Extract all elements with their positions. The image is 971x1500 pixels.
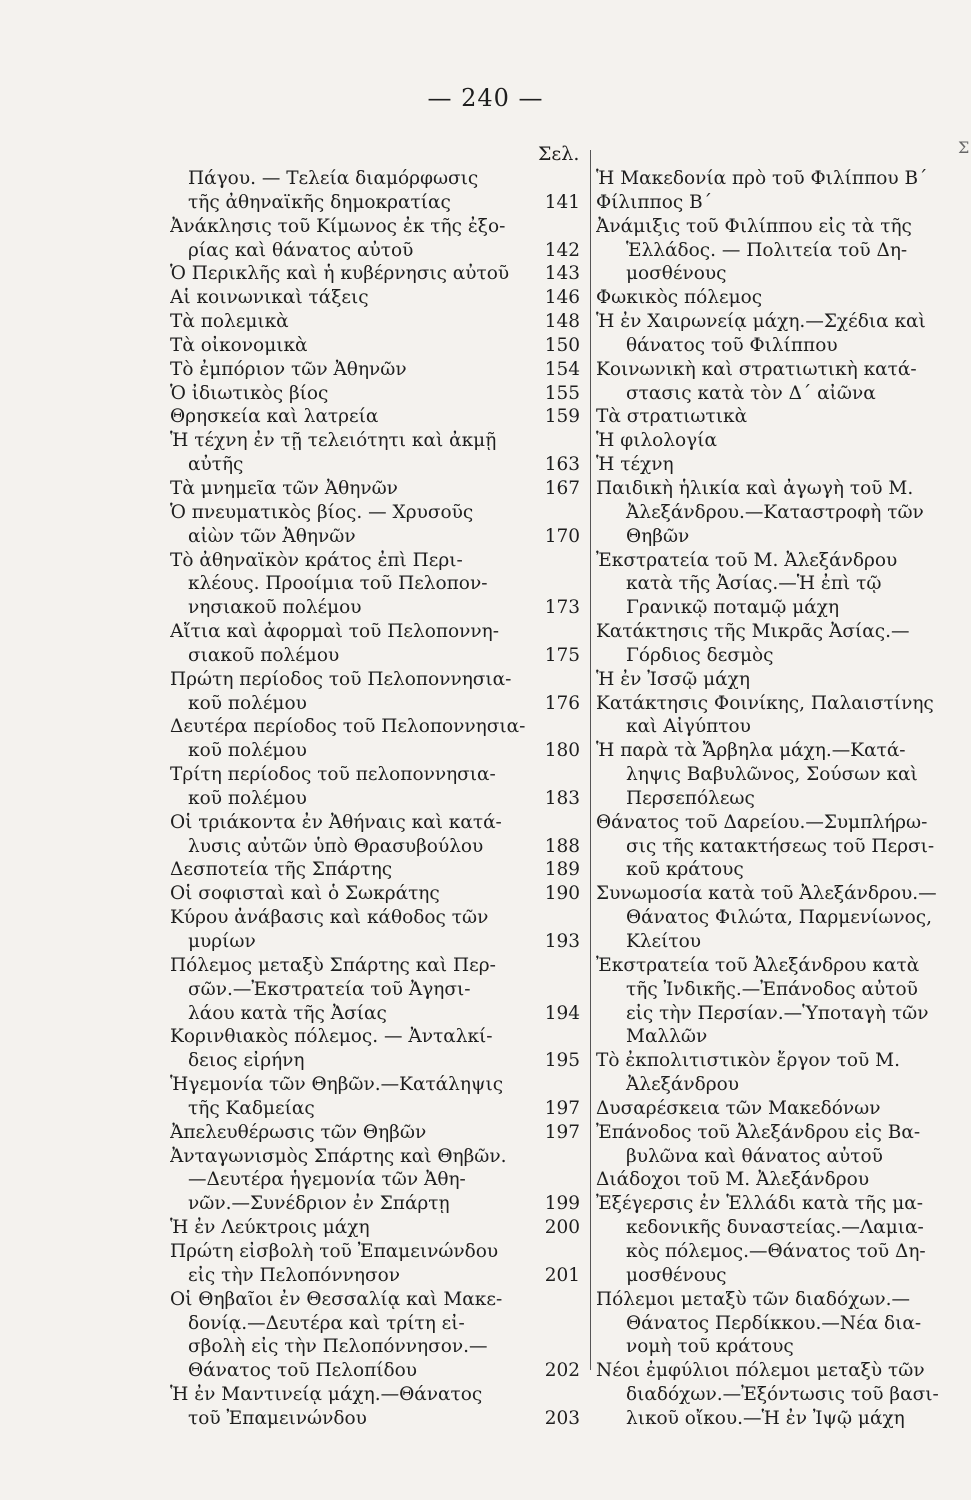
toc-entry-left xyxy=(170,215,580,239)
toc-entry-right: Γόρδιος δεσμὸς xyxy=(626,644,774,666)
toc-entry-left xyxy=(170,310,580,334)
toc-entry-text: Κύρου ἀνάβασις καὶ κάθοδος τῶν xyxy=(170,907,489,929)
toc-entry-text: Ἡ ἐν Λεύκτροις μάχη xyxy=(170,1217,370,1239)
toc-entry-right: κατὰ τῆς Ἀσίας.—Ἡ ἐπὶ τῷ xyxy=(626,573,882,595)
toc-entry-left xyxy=(170,906,580,930)
toc-entry-text: Δευτέρα περίοδος τοῦ Πελοποννησια- xyxy=(170,716,526,738)
toc-entry-left xyxy=(170,239,580,263)
toc-page-number: 203 xyxy=(544,1407,580,1429)
toc-entry-left xyxy=(170,739,580,763)
toc-entry-left xyxy=(170,1097,580,1121)
toc-entry-text: Τρίτη περίοδος τοῦ πελοποννησια- xyxy=(170,764,496,786)
toc-page-number: 188 xyxy=(544,835,580,857)
toc-entry-left xyxy=(170,835,580,859)
toc-page-number: 201 xyxy=(544,1264,580,1286)
toc-entry-text: Ὁ πνευματικὸς βίος. — Χρυσοῦς xyxy=(170,501,474,523)
toc-entry-right: Θάνατος τοῦ Δαρείου.—Συμπλήρω- xyxy=(596,811,928,833)
toc-page-number: 170 xyxy=(544,525,580,547)
toc-entry-left xyxy=(170,572,580,596)
toc-page-number: 195 xyxy=(544,1050,580,1072)
toc-entry-right: στασις κατὰ τὸν Δ´ αἰῶνα xyxy=(626,382,876,404)
toc-entry-left xyxy=(170,882,580,906)
toc-entry-left xyxy=(170,668,580,692)
toc-entry-text: νῶν.—Συνέδριον ἐν Σπάρτῃ xyxy=(188,1193,450,1215)
toc-entry-right: Ἡ παρὰ τὰ Ἄρβηλα μάχη.—Κατά- xyxy=(596,740,906,762)
toc-page-number: 163 xyxy=(544,454,580,476)
toc-entry-text: Αἴτια καὶ ἀφορμαὶ τοῦ Πελοποννη- xyxy=(170,621,499,643)
toc-entry-text: μυρίων xyxy=(188,931,256,952)
column-divider xyxy=(590,150,591,1370)
toc-entry-left xyxy=(170,1192,580,1216)
toc-entry-left xyxy=(170,405,580,429)
toc-entry-left xyxy=(170,358,580,382)
toc-entry-right: τῆς Ἰνδικῆς.—Ἐπάνοδος αὐτοῦ xyxy=(626,978,918,1000)
toc-entry-text: Ἀπελευθέρωσις τῶν Θηβῶν xyxy=(170,1121,427,1143)
toc-entry-left xyxy=(170,1359,580,1383)
toc-entry-right: Δυσαρέσκεια τῶν Μακεδόνων xyxy=(596,1097,881,1119)
toc-page-number: 143 xyxy=(544,263,580,285)
toc-entry-left xyxy=(170,644,580,668)
toc-entry-left xyxy=(170,1312,580,1336)
toc-entry-left xyxy=(170,167,580,191)
toc-entry-right: καὶ Αἰγύπτου xyxy=(626,716,751,738)
toc-page-number: 190 xyxy=(544,883,580,905)
toc-page-number: 183 xyxy=(544,787,580,809)
toc-page-number: 173 xyxy=(544,597,580,619)
toc-entry-right: Ἐξέγερσις ἐν Ἑλλάδι κατὰ τῆς μα- xyxy=(596,1193,924,1215)
toc-entry-left xyxy=(170,930,580,954)
toc-entry-left xyxy=(170,811,580,835)
toc-entry-right: Κλείτου xyxy=(626,931,702,952)
toc-entry-left xyxy=(170,382,580,406)
toc-page-number: 167 xyxy=(544,477,580,499)
toc-entry-text: δειος εἰρήνη xyxy=(188,1050,305,1072)
toc-entry-right: Θηβῶν xyxy=(626,525,690,547)
toc-entry-right: Ἡ ἐν Χαιρωνείᾳ μάχη.—Σχέδια καὶ xyxy=(596,311,926,333)
toc-entry-text: Δεσποτεία τῆς Σπάρτης xyxy=(170,859,393,881)
toc-entry-text: Θρησκεία καὶ λατρεία xyxy=(170,406,379,428)
toc-entry-right: νομὴ τοῦ κράτους xyxy=(626,1336,794,1358)
toc-entry-text: εἰς τὴν Πελοπόννησον xyxy=(188,1264,400,1286)
toc-entry-left xyxy=(170,620,580,644)
toc-entry-text: Ἀνάκλησις τοῦ Κίμωνος ἐκ τῆς ἐξο- xyxy=(170,215,506,237)
toc-entry-text: Ἡ ἐν Μαντινείᾳ μάχη.—Θάνατος xyxy=(170,1384,483,1406)
toc-entry-right: Κατάκτησις τῆς Μικρᾶς Ἀσίας.— xyxy=(596,621,910,643)
toc-entry-right: κοῦ κράτους xyxy=(626,859,744,881)
toc-entry-right: Θάνατος Περδίκκου.—Νέα δια- xyxy=(626,1312,922,1334)
toc-entry-right: εἰς τὴν Περσίαν.—Ὑποταγὴ τῶν xyxy=(626,1002,929,1024)
toc-entry-text: αὐτῆς xyxy=(188,454,244,476)
toc-page-number: 155 xyxy=(544,382,580,404)
toc-entry-text: τοῦ Ἐπαμεινώνδου xyxy=(188,1407,367,1429)
toc-entry-right: μοσθένους xyxy=(626,263,727,285)
toc-entry-text: κοῦ πολέμου xyxy=(188,692,307,714)
toc-entry-left xyxy=(170,1264,580,1288)
toc-entry-text: Τὸ ἐμπόριον τῶν Ἀθηνῶν xyxy=(170,358,407,380)
toc-page-number: 202 xyxy=(544,1360,580,1382)
toc-entry-text: —Δευτέρα ἡγεμονία τῶν Ἀθη- xyxy=(188,1169,466,1191)
toc-entry-right: Τὰ στρατιωτικὰ xyxy=(596,406,748,428)
toc-entry-right: κὸς πόλεμος.—Θάνατος τοῦ Δη- xyxy=(626,1240,926,1262)
toc-entry-text: αἰὼν τῶν Ἀθηνῶν xyxy=(188,525,356,547)
toc-entry-right: Φίλιππος Β´ xyxy=(596,191,712,213)
toc-entry-right: Μαλλῶν xyxy=(626,1026,708,1048)
toc-entry-left xyxy=(170,1002,580,1026)
toc-entry-right: Ἀλεξάνδρου.—Καταστροφὴ τῶν xyxy=(626,501,924,523)
toc-entry-text: Τὰ μνημεῖα τῶν Ἀθηνῶν xyxy=(170,477,398,499)
toc-page-number: 159 xyxy=(544,406,580,428)
toc-entry-left xyxy=(170,477,580,501)
toc-entry-right: ληψις Βαβυλῶνος, Σούσων καὶ xyxy=(626,764,918,786)
toc-entry-left xyxy=(170,1335,580,1359)
toc-entry-text: Τὰ πολεμικὰ xyxy=(170,311,289,333)
toc-entry-left xyxy=(170,286,580,310)
toc-page-number: 194 xyxy=(544,1002,580,1024)
toc-entry-right: Φωκικὸς πόλεμος xyxy=(596,287,763,309)
toc-entry-right: Ἡ Μακεδονία πρὸ τοῦ Φιλίππου Β´ xyxy=(596,168,928,189)
page-column-label: Σελ. xyxy=(538,143,580,165)
toc-entry-right: Ἀλεξάνδρου xyxy=(626,1074,739,1096)
toc-entry-text: Ἡγεμονία τῶν Θηβῶν.—Κατάληψις xyxy=(170,1074,504,1096)
toc-entry-text: Ἡ τέχνη ἐν τῇ τελειότητι καὶ ἀκμῇ xyxy=(170,430,497,452)
toc-entry-left xyxy=(170,1073,580,1097)
toc-entry-text: τῆς ἀθηναϊκῆς δημοκρατίας xyxy=(188,191,451,213)
toc-entry-text: κοῦ πολέμου xyxy=(188,740,307,762)
toc-entry-right: Ἐκστρατεία τοῦ Ἀλεξάνδρου κατὰ xyxy=(596,954,920,976)
toc-entry-left xyxy=(170,429,580,453)
toc-entry-left xyxy=(170,1216,580,1240)
toc-entry-text: Πάγου. — Τελεία διαμόρφωσις xyxy=(188,168,479,189)
toc-entry-text: σῶν.—Ἐκστρατεία τοῦ Ἀγησι- xyxy=(188,978,471,1000)
toc-page-number: 141 xyxy=(544,191,580,213)
toc-entry-left xyxy=(170,692,580,716)
toc-entry-text: Οἱ τριάκοντα ἐν Ἀθήναις καὶ κατά- xyxy=(170,811,502,833)
toc-entry-left xyxy=(170,262,580,286)
toc-entry-text: τῆς Καδμείας xyxy=(188,1097,315,1119)
toc-page-number: 142 xyxy=(544,239,580,261)
toc-entry-right: Νέοι ἐμφύλιοι πόλεμοι μεταξὺ τῶν xyxy=(596,1360,925,1382)
toc-entry-text: λάου κατὰ τῆς Ἀσίας xyxy=(188,1002,387,1024)
right-toc-column xyxy=(596,167,962,1431)
toc-page-number: 197 xyxy=(544,1121,580,1143)
toc-entry-right: Διάδοχοι τοῦ Μ. Ἀλεξάνδρου xyxy=(596,1169,870,1191)
toc-entry-left xyxy=(170,787,580,811)
toc-entry-text: Οἱ Θηβαῖοι ἐν Θεσσαλίᾳ καὶ Μακε- xyxy=(170,1288,503,1310)
toc-entry-right: Ἡ τέχνη xyxy=(596,454,674,476)
toc-entry-right: Γρανικῷ ποταμῷ μάχη xyxy=(626,597,840,619)
toc-entry-left xyxy=(170,858,580,882)
toc-entry-left xyxy=(170,191,580,215)
toc-entry-right: Ἡ ἐν Ἰσσῷ μάχη xyxy=(596,668,750,690)
toc-entry-text: σιακοῦ πολέμου xyxy=(188,644,340,666)
toc-entry-right: Κοινωνικὴ καὶ στρατιωτικὴ κατά- xyxy=(596,358,917,380)
toc-entry-right: Ἐκστρατεία τοῦ Μ. Ἀλεξάνδρου xyxy=(596,549,898,571)
toc-entry-right: Θάνατος Φιλώτα, Παρμενίωνος, xyxy=(626,907,933,929)
toc-entry-right: μοσθένους xyxy=(626,1264,727,1286)
toc-page-number: 176 xyxy=(544,692,580,714)
toc-entry-right: θάνατος τοῦ Φιλίππου xyxy=(626,334,838,356)
toc-entry-left xyxy=(170,596,580,620)
toc-page-number: 193 xyxy=(544,931,580,952)
toc-entry-left xyxy=(170,549,580,573)
toc-page-number: 189 xyxy=(544,859,580,881)
toc-entry-right: Περσεπόλεως xyxy=(626,787,755,809)
toc-entry-right: Παιδικὴ ἡλικία καὶ ἀγωγὴ τοῦ Μ. xyxy=(596,477,914,499)
toc-entry-left xyxy=(170,715,580,739)
toc-entry-text: κοῦ πολέμου xyxy=(188,787,307,809)
toc-entry-text: Κορινθιακὸς πόλεμος. — Ἀνταλκί- xyxy=(170,1026,493,1048)
toc-entry-left xyxy=(170,1121,580,1145)
toc-entry-right: Πόλεμοι μεταξὺ τῶν διαδόχων.— xyxy=(596,1288,911,1310)
toc-page-number: 146 xyxy=(544,287,580,309)
toc-entry-left xyxy=(170,525,580,549)
toc-entry-text: Ὁ ἰδιωτικὸς βίος xyxy=(170,382,329,404)
toc-entry-left xyxy=(170,978,580,1002)
toc-entry-left xyxy=(170,1145,580,1169)
toc-page-number: 180 xyxy=(544,740,580,762)
toc-entry-text: Τὸ ἀθηναϊκὸν κράτος ἐπὶ Περι- xyxy=(170,549,463,571)
margin-mark: Σ xyxy=(958,138,970,157)
toc-entry-left xyxy=(170,453,580,477)
toc-entry-left xyxy=(170,334,580,358)
toc-entry-text: δονίᾳ.—Δευτέρα καὶ τρίτη εἰ- xyxy=(188,1312,465,1334)
toc-page-number: 148 xyxy=(544,311,580,333)
toc-entry-right: Συνωμοσία κατὰ τοῦ Ἀλεξάνδρου.— xyxy=(596,883,937,905)
toc-page-number: 199 xyxy=(544,1193,580,1215)
toc-entry-text: Ὁ Περικλῆς καὶ ἡ κυβέρνησις αὐτοῦ xyxy=(170,263,510,285)
toc-entry-right: Ἡ φιλολογία xyxy=(596,430,717,452)
toc-entry-right: Τὸ ἐκπολιτιστικὸν ἔργον τοῦ Μ. xyxy=(596,1050,901,1072)
toc-entry-left xyxy=(170,1383,580,1407)
toc-entry-right: Ἀνάμιξις τοῦ Φιλίππου εἰς τὰ τῆς xyxy=(596,215,912,237)
toc-entry-text: Πρώτη περίοδος τοῦ Πελοποννησια- xyxy=(170,668,512,690)
toc-page-number: 154 xyxy=(544,358,580,380)
toc-entry-right: Ἐπάνοδος τοῦ Ἀλεξάνδρου εἰς Βα- xyxy=(596,1121,921,1143)
toc-entry-text: Ἀνταγωνισμὸς Σπάρτης καὶ Θηβῶν. xyxy=(170,1145,507,1167)
page-number: — 240 — xyxy=(427,84,544,112)
toc-entry-text: λυσις αὐτῶν ὑπὸ Θρασυβούλου xyxy=(188,835,484,857)
toc-page-number: 175 xyxy=(544,644,580,666)
toc-entry-text: νησιακοῦ πολέμου xyxy=(188,597,362,619)
toc-entry-right: κεδονικῆς δυναστείας.—Λαμια- xyxy=(626,1217,924,1239)
toc-entry-right: διαδόχων.—Ἐξόντωσις τοῦ βασι- xyxy=(626,1384,939,1406)
toc-entry-left xyxy=(170,1049,580,1073)
toc-entry-text: Θάνατος τοῦ Πελοπίδου xyxy=(188,1360,418,1382)
toc-entry-right: Ἑλλάδος. — Πολιτεία τοῦ Δη- xyxy=(626,239,908,261)
toc-entry-left xyxy=(170,1288,580,1312)
toc-entry-left xyxy=(170,1407,580,1431)
toc-entry-right: βυλῶνα καὶ θάνατος αὐτοῦ xyxy=(626,1145,883,1167)
toc-page-number: 150 xyxy=(544,334,580,356)
toc-entry-text: Οἱ σοφισταὶ καὶ ὁ Σωκράτης xyxy=(170,883,440,905)
toc-entry-left xyxy=(170,1168,580,1192)
toc-entry-text: ρίας καὶ θάνατος αὐτοῦ xyxy=(188,239,414,261)
toc-entry-text: Αἱ κοινωνικαὶ τάξεις xyxy=(170,287,369,309)
toc-entry-text: Τὰ οἰκονομικὰ xyxy=(170,334,308,356)
toc-entry-text: Πρώτη εἰσβολὴ τοῦ Ἐπαμεινώνδου xyxy=(170,1240,499,1262)
toc-entry-right: λικοῦ οἴκου.—Ἡ ἐν Ἰψῷ μάχη xyxy=(626,1407,905,1429)
toc-entry-text: κλέους. Προοίμια τοῦ Πελοπον- xyxy=(188,573,488,595)
toc-entry-text: σβολὴ εἰς τὴν Πελοπόννησον.— xyxy=(188,1336,488,1358)
toc-page-number: 200 xyxy=(544,1217,580,1239)
toc-entry-right: Κατάκτησις Φοινίκης, Παλαιστίνης xyxy=(596,692,934,714)
left-toc-column xyxy=(170,167,580,1431)
toc-entry-right: σις τῆς κατακτήσεως τοῦ Περσι- xyxy=(626,835,935,857)
toc-entry-left xyxy=(170,954,580,978)
toc-entry-left xyxy=(170,1240,580,1264)
toc-entry-text: Πόλεμος μεταξὺ Σπάρτης καὶ Περ- xyxy=(170,954,496,976)
toc-entry-left xyxy=(170,1025,580,1049)
toc-page-number: 197 xyxy=(544,1097,580,1119)
toc-entry-left xyxy=(170,763,580,787)
toc-entry-left xyxy=(170,501,580,525)
